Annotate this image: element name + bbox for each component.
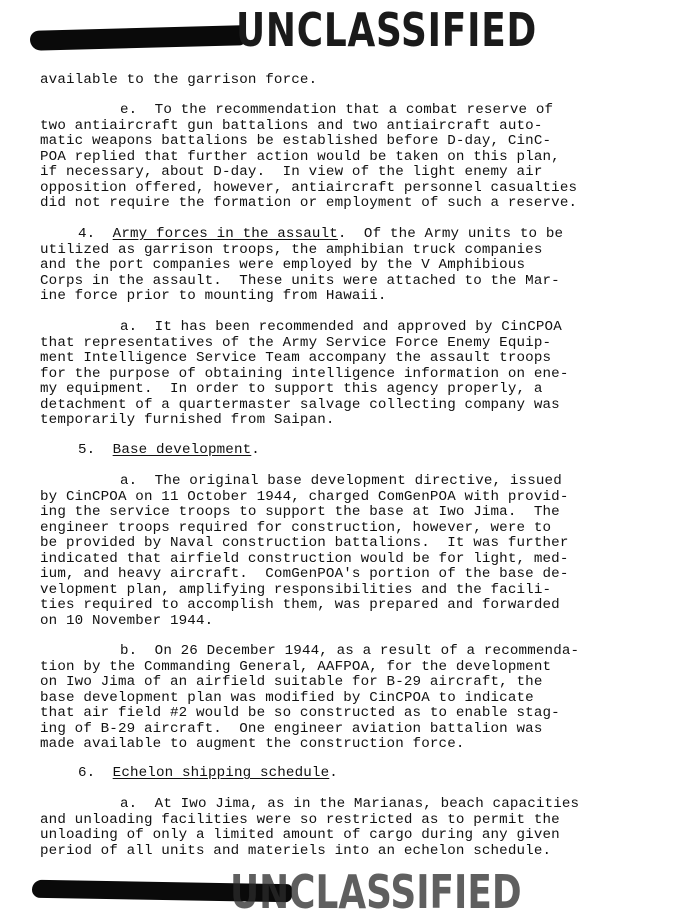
- section-5b-line-6: ing of B-29 aircraft. One engineer aviation battalion was: [40, 721, 543, 737]
- section-5a-line-8: velopment plan, amplifying responsibilities and the facili-: [40, 582, 552, 598]
- classification-stamp-bottom: UNCLASSIFIED: [230, 865, 522, 919]
- para-e-line-5: if necessary, about D-day. In view of the light enemy air: [40, 164, 543, 180]
- classification-stamp-top: UNCLASSIFIED: [236, 3, 538, 57]
- section-4a-line-4: for the purpose of obtaining intelligence information on ene-: [40, 366, 569, 382]
- section-5a-line-9: ties required to accomplish them, was prepared and forwarded: [40, 597, 560, 613]
- redaction-bar-top: [30, 25, 245, 51]
- section-5a-line-2: by CinCPOA on 11 October 1944, charged ComGenPOA with provid-: [40, 489, 569, 505]
- section-6a-line-1: a. At Iwo Jima, as in the Marianas, beach capacities: [120, 796, 580, 812]
- section-5-heading-rest: .: [251, 442, 260, 458]
- section-4-line-3: Corps in the assault. These units were attached to the Mar-: [40, 273, 560, 289]
- section-6a-line-2: and unloading facilities were so restricted as to permit the: [40, 812, 560, 828]
- section-5b-line-3: on Iwo Jima of an airfield suitable for B-29 aircraft, the: [40, 674, 543, 690]
- para-e-line-4: POA replied that further action would be taken on this plan,: [40, 149, 560, 165]
- section-5a-line-1: a. The original base development directive, issued: [120, 473, 562, 489]
- section-5a-line-7: ium, and heavy aircraft. ComGenPOA's portion of the base de-: [40, 566, 569, 582]
- section-4-heading-line: [78, 227, 563, 242]
- section-5a-line-10: on 10 November 1944.: [40, 613, 214, 629]
- section-4a-line-2: that representatives of the Army Service Force Enemy Equip-: [40, 335, 552, 351]
- section-5a-line-3: ing the service troops to support the base at Iwo Jima. The: [40, 504, 560, 520]
- section-6-heading-rest: .: [329, 765, 338, 781]
- section-4a-line-1: a. It has been recommended and approved by CinCPOA: [120, 319, 562, 335]
- para-e-line-3: matic weapons battalions be established before D-day, CinC-: [40, 133, 552, 149]
- section-5-number: 5.: [78, 442, 96, 458]
- section-5a-line-5: be provided by Naval construction battalions. It was further: [40, 535, 569, 551]
- section-4a-line-6: detachment of a quartermaster salvage collecting company was: [40, 397, 560, 413]
- section-5-heading: Base development: [112, 442, 252, 458]
- section-6-number: 6.: [78, 765, 96, 781]
- section-6-heading: Echelon shipping schedule: [112, 765, 330, 781]
- para-e-line-6: opposition offered, however, antiaircraft personnel casualties: [40, 180, 578, 196]
- section-4-line-4: ine force prior to mounting from Hawaii.: [40, 288, 387, 304]
- section-4a-line-3: ment Intelligence Service Team accompany the assault troops: [40, 350, 552, 366]
- section-4a-line-5: my equipment. In order to support this agency properly, a: [40, 381, 543, 397]
- section-6-heading-line: [78, 766, 338, 781]
- section-5b-line-4: base development plan was modified by CinCPOA to indicate: [40, 690, 534, 706]
- section-5b-line-5: that air field #2 would be so constructed as to enable stag-: [40, 705, 560, 721]
- section-5-heading-line: [78, 443, 260, 458]
- para-e-line-1: e. To the recommendation that a combat reserve of: [120, 102, 554, 118]
- section-4-line-2: and the port companies were employed by the V Amphibious: [40, 257, 526, 273]
- intro-line: available to the garrison force.: [40, 72, 318, 88]
- section-6a-line-4: period of all units and materiels into an echelon schedule.: [40, 843, 552, 859]
- section-5a-line-4: engineer troops required for construction, however, were to: [40, 520, 552, 536]
- section-5b-line-1: b. On 26 December 1944, as a result of a recommenda-: [120, 643, 580, 659]
- section-4-number: 4.: [78, 226, 96, 242]
- para-e-line-7: did not require the formation or employment of such a reserve.: [40, 195, 578, 211]
- section-5a-line-6: indicated that airfield construction would be for light, med-: [40, 551, 569, 567]
- para-e-line-2: two antiaircraft gun battalions and two antiaircraft auto-: [40, 118, 543, 134]
- section-6a-line-3: unloading of only a limited amount of cargo during any given: [40, 827, 560, 843]
- section-4-heading: Army forces in the assault: [112, 226, 338, 242]
- section-5b-line-2: tion by the Commanding General, AAFPOA, for the development: [40, 659, 552, 675]
- section-5b-line-7: made available to augment the construction force.: [40, 736, 465, 752]
- section-4a-line-7: temporarily furnished from Saipan.: [40, 412, 335, 428]
- section-4-heading-rest: . Of the Army units to be: [337, 226, 564, 242]
- section-4-line-1: utilized as garrison troops, the amphibian truck companies: [40, 242, 543, 258]
